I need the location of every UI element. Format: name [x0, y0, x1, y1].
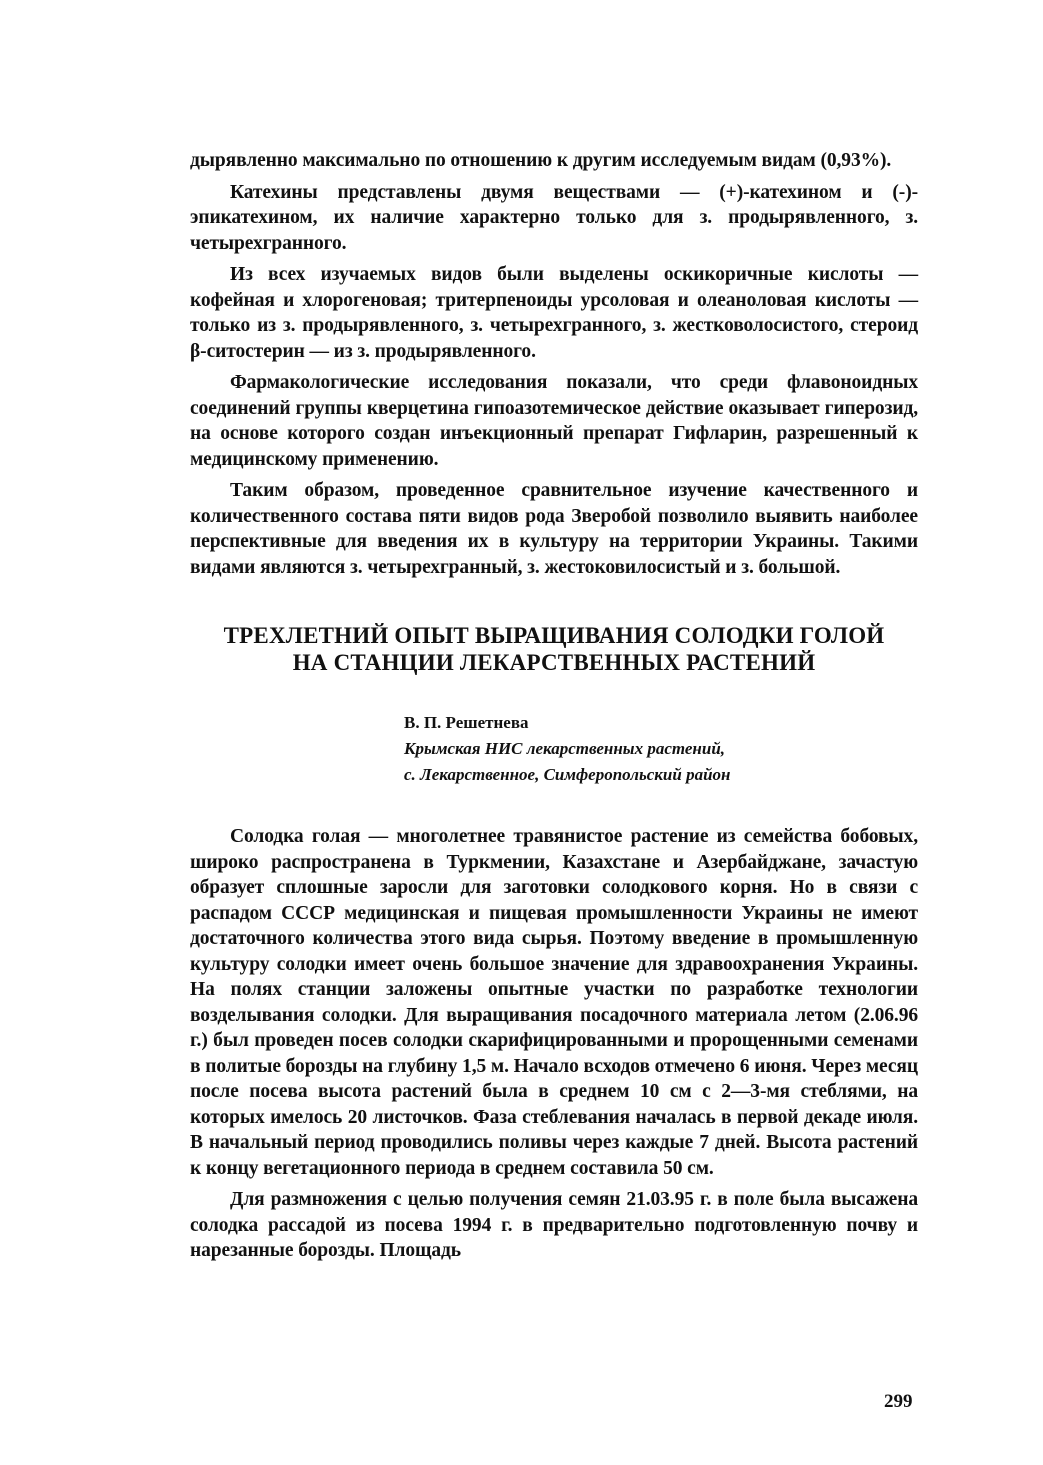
- paragraph-continuation: дырявленно максимально по отношению к другим исследуемым видам (0,93%).: [190, 150, 892, 171]
- author-name: В. П. Решетнева: [404, 713, 529, 732]
- paragraph-licorice-intro: Солодка голая — многолетнее травянистое растение из семейства бобовых, широко распространена в Туркмении, Казахстане и Азербайджане, зачастую образует сплошные заросли для заготовки солодкового корня. Но в связи с распадом СССР медицинская и пищевая промышленности Украины не имеют достаточного количества этого вида сырья. Поэтому введение в промышленную культуру солодки имеет очень большое значение для здравоохранения Украины. На полях станции заложены опытные участки по разработке технологии возделывания солодки. Для выращивания посадочного материала летом (2.06.96 г.) был проведен посев солодки скарифицированными и пророщенными семенами в политые борозды на глубину 1,5 м. Начало всходов отмечено 6 июня. Через месяц после посева высота растений была в среднем 10 см с 2—3-мя стеблями, на которых имелось 20 листочков. Фаза стеблевания началась в первой декаде июля. В начальный период проводились поливы через каждые 7 дней. Высота растений к концу вегетационного периода в среднем составила 50 см.: [190, 826, 918, 1179]
- paragraph-acids: Из всех изучаемых видов были выделены оскикоричные кислоты — кофейная и хлорогеновая; тритерпеноиды урсоловая и олеаноловая кислоты — только из з. продырявленного, з. четырехгранного, з. жестковолосистого, стероид β-ситостерин — из з. продырявленного.: [190, 264, 918, 362]
- page-content: [190, 148, 918, 1270]
- article-title-line2: НА СТАНЦИИ ЛЕКАРСТВЕННЫХ РАСТЕНИЙ: [292, 650, 816, 675]
- affiliation-line1: Крымская НИС лекарственных растений,: [404, 739, 726, 758]
- paragraph-catechins: Катехины представлены двумя веществами — (+)-катехином и (-)-эпикатехином, их наличие характерно только для з. продырявленного, з. четырехгранного.: [190, 181, 918, 254]
- author-block: [404, 710, 918, 788]
- paragraph-conclusion: Таким образом, проведенное сравнительное изучение качественного и количественного состава пяти видов рода Зверобой позволило выявить наиболее перспективные для введения их в культуру на территории Украины. Такими видами являются з. четырехгранный, з. жестоковилосистый и з. большой.: [190, 480, 918, 578]
- paragraph-propagation: Для размножения с целью получения семян 21.03.95 г. в поле была высажена солодка рассадой из посева 1994 г. в предварительно подготовленную почву и нарезанные борозды. Площадь: [190, 1189, 918, 1261]
- article-title: [190, 622, 918, 676]
- page-number: 299: [884, 1391, 913, 1412]
- article-title-line1: ТРЕХЛЕТНИЙ ОПЫТ ВЫРАЩИВАНИЯ СОЛОДКИ ГОЛОЙ: [223, 623, 885, 648]
- affiliation-line2: с. Лекарственное, Симферопольский район: [404, 765, 731, 784]
- paragraph-pharmacology: Фармакологические исследования показали, что среди флавоноидных соединений группы кверцетина гипоазотемическое действие оказывает гиперозид, на основе которого создан инъекционный препарат Гифларин, разрешенный к медицинскому применению.: [190, 372, 918, 470]
- article-body: [190, 824, 918, 1264]
